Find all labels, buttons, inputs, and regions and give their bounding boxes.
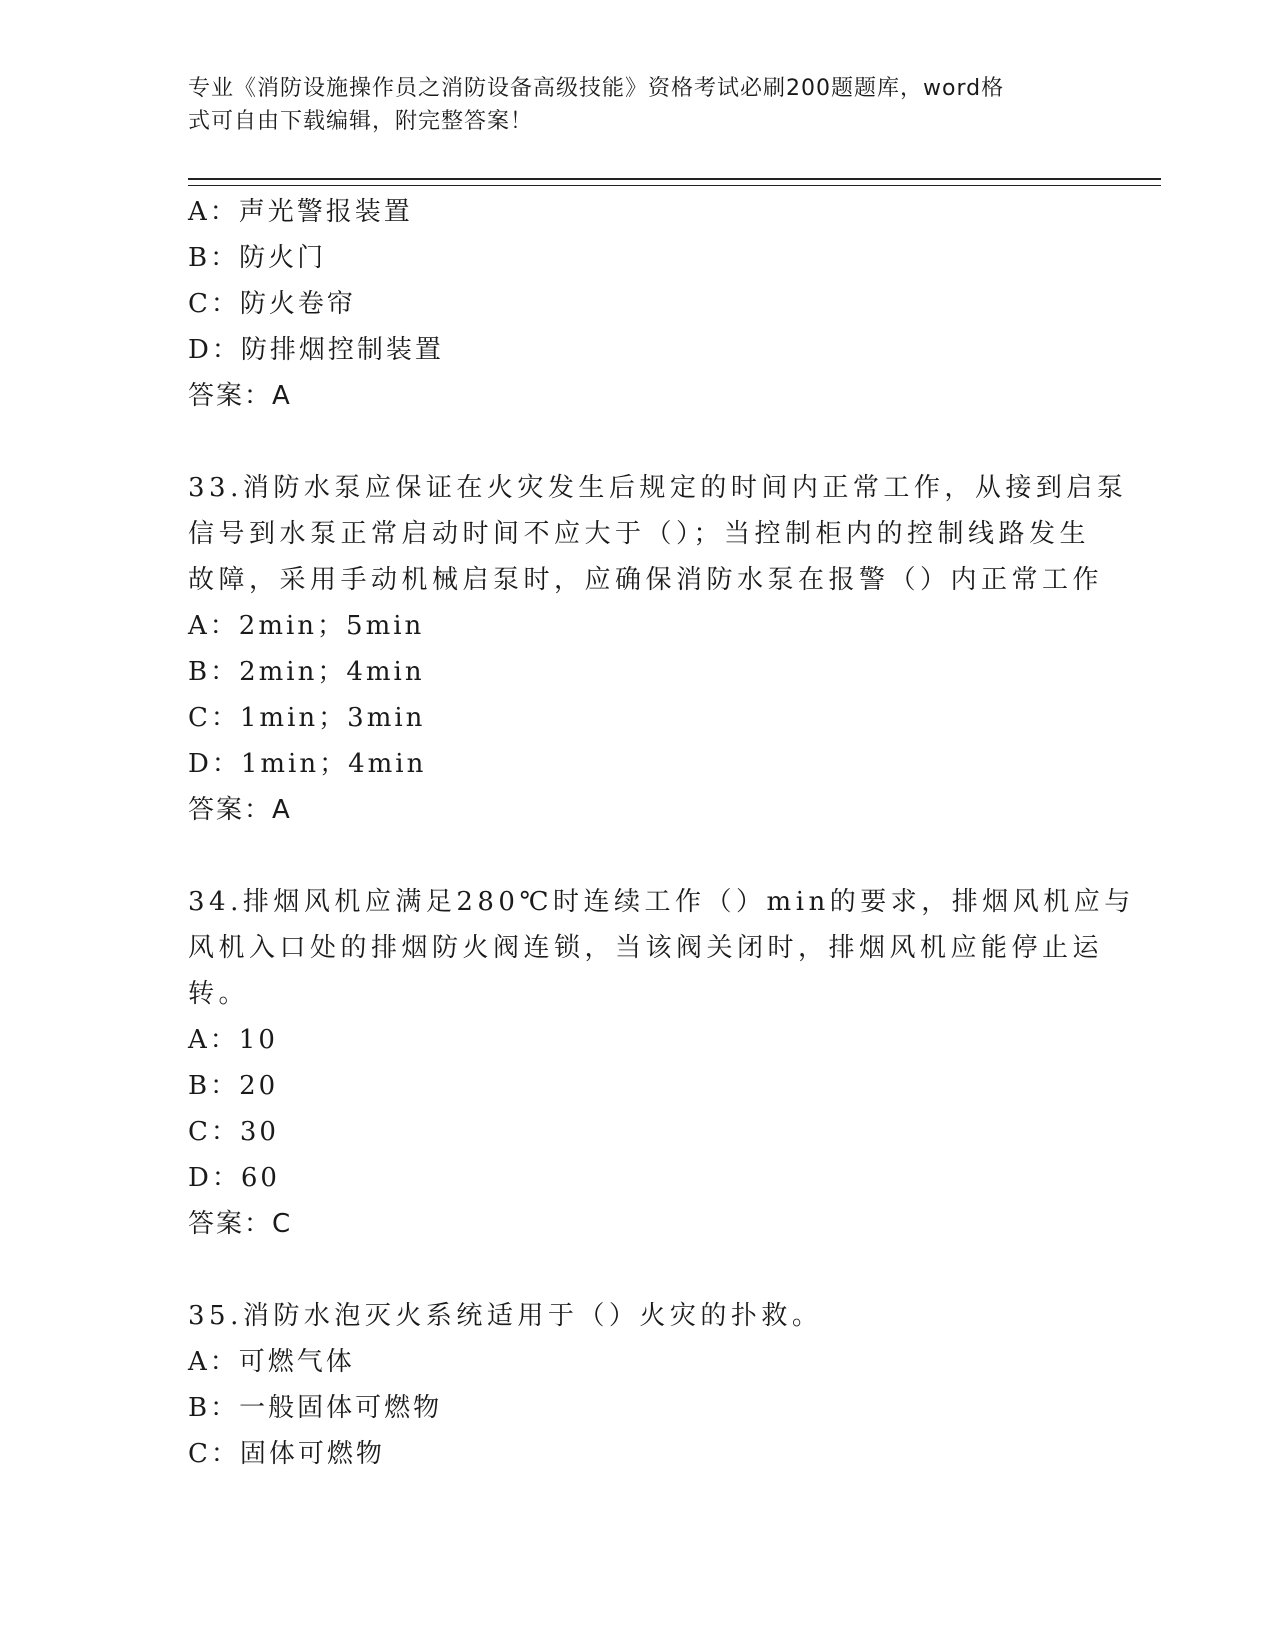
question-text-line: 转。 bbox=[188, 979, 250, 1009]
header-line-2: 式可自由下载编辑，附完整答案！ bbox=[188, 109, 534, 134]
option-a: A：10 bbox=[188, 1025, 278, 1055]
option-c: C：1min；3min bbox=[188, 703, 426, 733]
answer-line: 答案：C bbox=[188, 1209, 293, 1239]
answer-line: 答案：A bbox=[188, 381, 292, 411]
header-divider-thick bbox=[188, 178, 1161, 180]
question-33 bbox=[188, 465, 1128, 833]
option-c: C：防火卷帘 bbox=[188, 289, 356, 319]
option-b: B：2min；4min bbox=[188, 657, 425, 687]
option-b: B：20 bbox=[188, 1071, 279, 1101]
spacer bbox=[188, 833, 1088, 879]
option-d: D：防排烟控制装置 bbox=[188, 335, 444, 365]
question-list bbox=[188, 189, 1135, 1477]
question-text-line: 35.消防水泡灭火系统适用于（）火灾的扑救。 bbox=[188, 1301, 823, 1331]
option-b: B：一般固体可燃物 bbox=[188, 1393, 443, 1423]
question-text-line: 34.排烟风机应满足280℃时连续工作（）min的要求，排烟风机应与 bbox=[188, 887, 1135, 917]
question-text-line: 33.消防水泵应保证在火灾发生后规定的时间内正常工作，从接到启泵 bbox=[188, 473, 1128, 503]
spacer bbox=[188, 1247, 1088, 1293]
header-divider-thin bbox=[188, 185, 1161, 186]
option-a: A：2min；5min bbox=[188, 611, 425, 641]
option-c: C：30 bbox=[188, 1117, 279, 1147]
question-text-line: 故障，采用手动机械启泵时，应确保消防水泵在报警（）内正常工作 bbox=[188, 565, 1104, 595]
option-c: C：固体可燃物 bbox=[188, 1439, 385, 1469]
question-32 bbox=[188, 189, 1088, 419]
header-line-1: 专业《消防设施操作员之消防设备高级技能》资格考试必刷200题题库，word格 bbox=[188, 76, 1005, 101]
option-a: A：可燃气体 bbox=[188, 1347, 355, 1377]
answer-line: 答案：A bbox=[188, 795, 292, 825]
question-text-line: 风机入口处的排烟防火阀连锁，当该阀关闭时，排烟风机应能停止运 bbox=[188, 933, 1104, 963]
document-header bbox=[188, 72, 1078, 138]
option-d: D：60 bbox=[188, 1163, 280, 1193]
option-a: A：声光警报装置 bbox=[188, 197, 413, 227]
option-d: D：1min；4min bbox=[188, 749, 427, 779]
option-b: B：防火门 bbox=[188, 243, 327, 273]
question-35 bbox=[188, 1293, 1088, 1477]
question-text-line: 信号到水泵正常启动时间不应大于（）；当控制柜内的控制线路发生 bbox=[188, 519, 1091, 549]
question-34 bbox=[188, 879, 1135, 1247]
spacer bbox=[188, 419, 1088, 465]
